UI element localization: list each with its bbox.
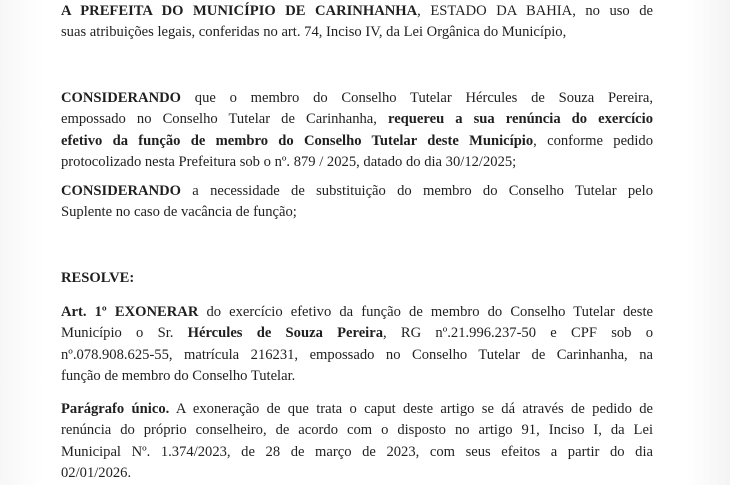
considerando-1-line-2-text: empossado no Conselho Tutelar de Carinhanha, <box>61 111 388 128</box>
article-1-line-3: nº.078.908.625-55, matrícula 216231, empossado no Conselho Tutelar de Carinhanha, na <box>61 346 653 363</box>
intro-line-1-text: , ESTADO DA BAHIA, no uso de <box>417 3 654 19</box>
paragrafo-line-4: 02/01/2026. <box>61 464 132 481</box>
considerando-1-line-1 <box>61 88 653 109</box>
article-1-line-4: função de membro do Conselho Tutelar. <box>61 367 296 384</box>
intro-paragraph <box>61 1 653 44</box>
considerando-2-line-2: Suplente no caso de vacância de função; <box>61 204 297 221</box>
intro-authority: A PREFEITA DO MUNICÍPIO DE CARINHANHA <box>61 3 418 19</box>
article-1-line-2 <box>61 323 653 344</box>
resolve-heading <box>61 268 653 289</box>
article-1-title: Art. 1º EXONERAR <box>61 304 199 320</box>
considerando-1-line-2-bold: requereu a sua renúncia do exercício <box>387 111 653 128</box>
considerando-2-line-1 <box>61 181 653 202</box>
intro-line-1 <box>61 1 653 22</box>
paragrafo-line-2: renúncia do próprio conselheiro, de acordo com o disposto no artigo 91, Inciso I, da Lei <box>61 422 653 439</box>
paragrafo-line-3: Municipal Nº. 1.374/2023, de 28 de março de 2023, com seus efeitos a partir do dia <box>61 443 653 460</box>
considerando-1-line-4: protocolizado nesta Prefeitura sob o nº. 879 / 2025, datado do dia 30/12/2025; <box>61 153 517 170</box>
paragrafo-title: Parágrafo único. <box>61 401 170 417</box>
considerando-1-line-2 <box>61 109 653 130</box>
article-1-person-name: Hércules de Souza Pereira <box>187 325 384 342</box>
article-1-line-2-text: Município o Sr. <box>61 325 188 342</box>
considerando-1-line-3-bold: efetivo da função de membro do Conselho Tutelar deste Município <box>61 132 534 149</box>
article-1-line-1-text: do exercício efetivo da função de membro do Conselho Tutelar deste <box>198 304 653 320</box>
considerando-2-keyword: CONSIDERANDO <box>61 183 182 199</box>
intro-line-2: suas atribuições legais, conferidas no art. 74, Inciso IV, da Lei Orgânica do Município, <box>61 24 567 41</box>
article-1-paragraph <box>61 302 653 387</box>
considerando-1-paragraph <box>61 88 653 173</box>
article-1-line-2-rest: , RG nº.21.996.237-50 e CPF sob o <box>383 325 653 342</box>
paragrafo-line-1-text: A exoneração de que trata o caput deste artigo se dá através de pedido de <box>169 401 654 417</box>
considerando-1-line-3 <box>61 131 653 152</box>
paragrafo-line-1 <box>61 399 653 420</box>
considerando-2-paragraph <box>61 181 653 224</box>
resolve-label: RESOLVE: <box>61 270 135 286</box>
considerando-1-line-3-text: , conforme pedido <box>533 132 653 149</box>
considerando-1-keyword: CONSIDERANDO <box>61 90 182 106</box>
paragrafo-unico-paragraph <box>61 399 653 484</box>
considerando-1-line-1-text: que o membro do Conselho Tutelar Hércules de Souza Pereira, <box>181 90 653 106</box>
article-1-line-1 <box>61 302 653 323</box>
considerando-2-line-1-text: a necessidade de substituição do membro do Conselho Tutelar pelo <box>181 183 653 199</box>
